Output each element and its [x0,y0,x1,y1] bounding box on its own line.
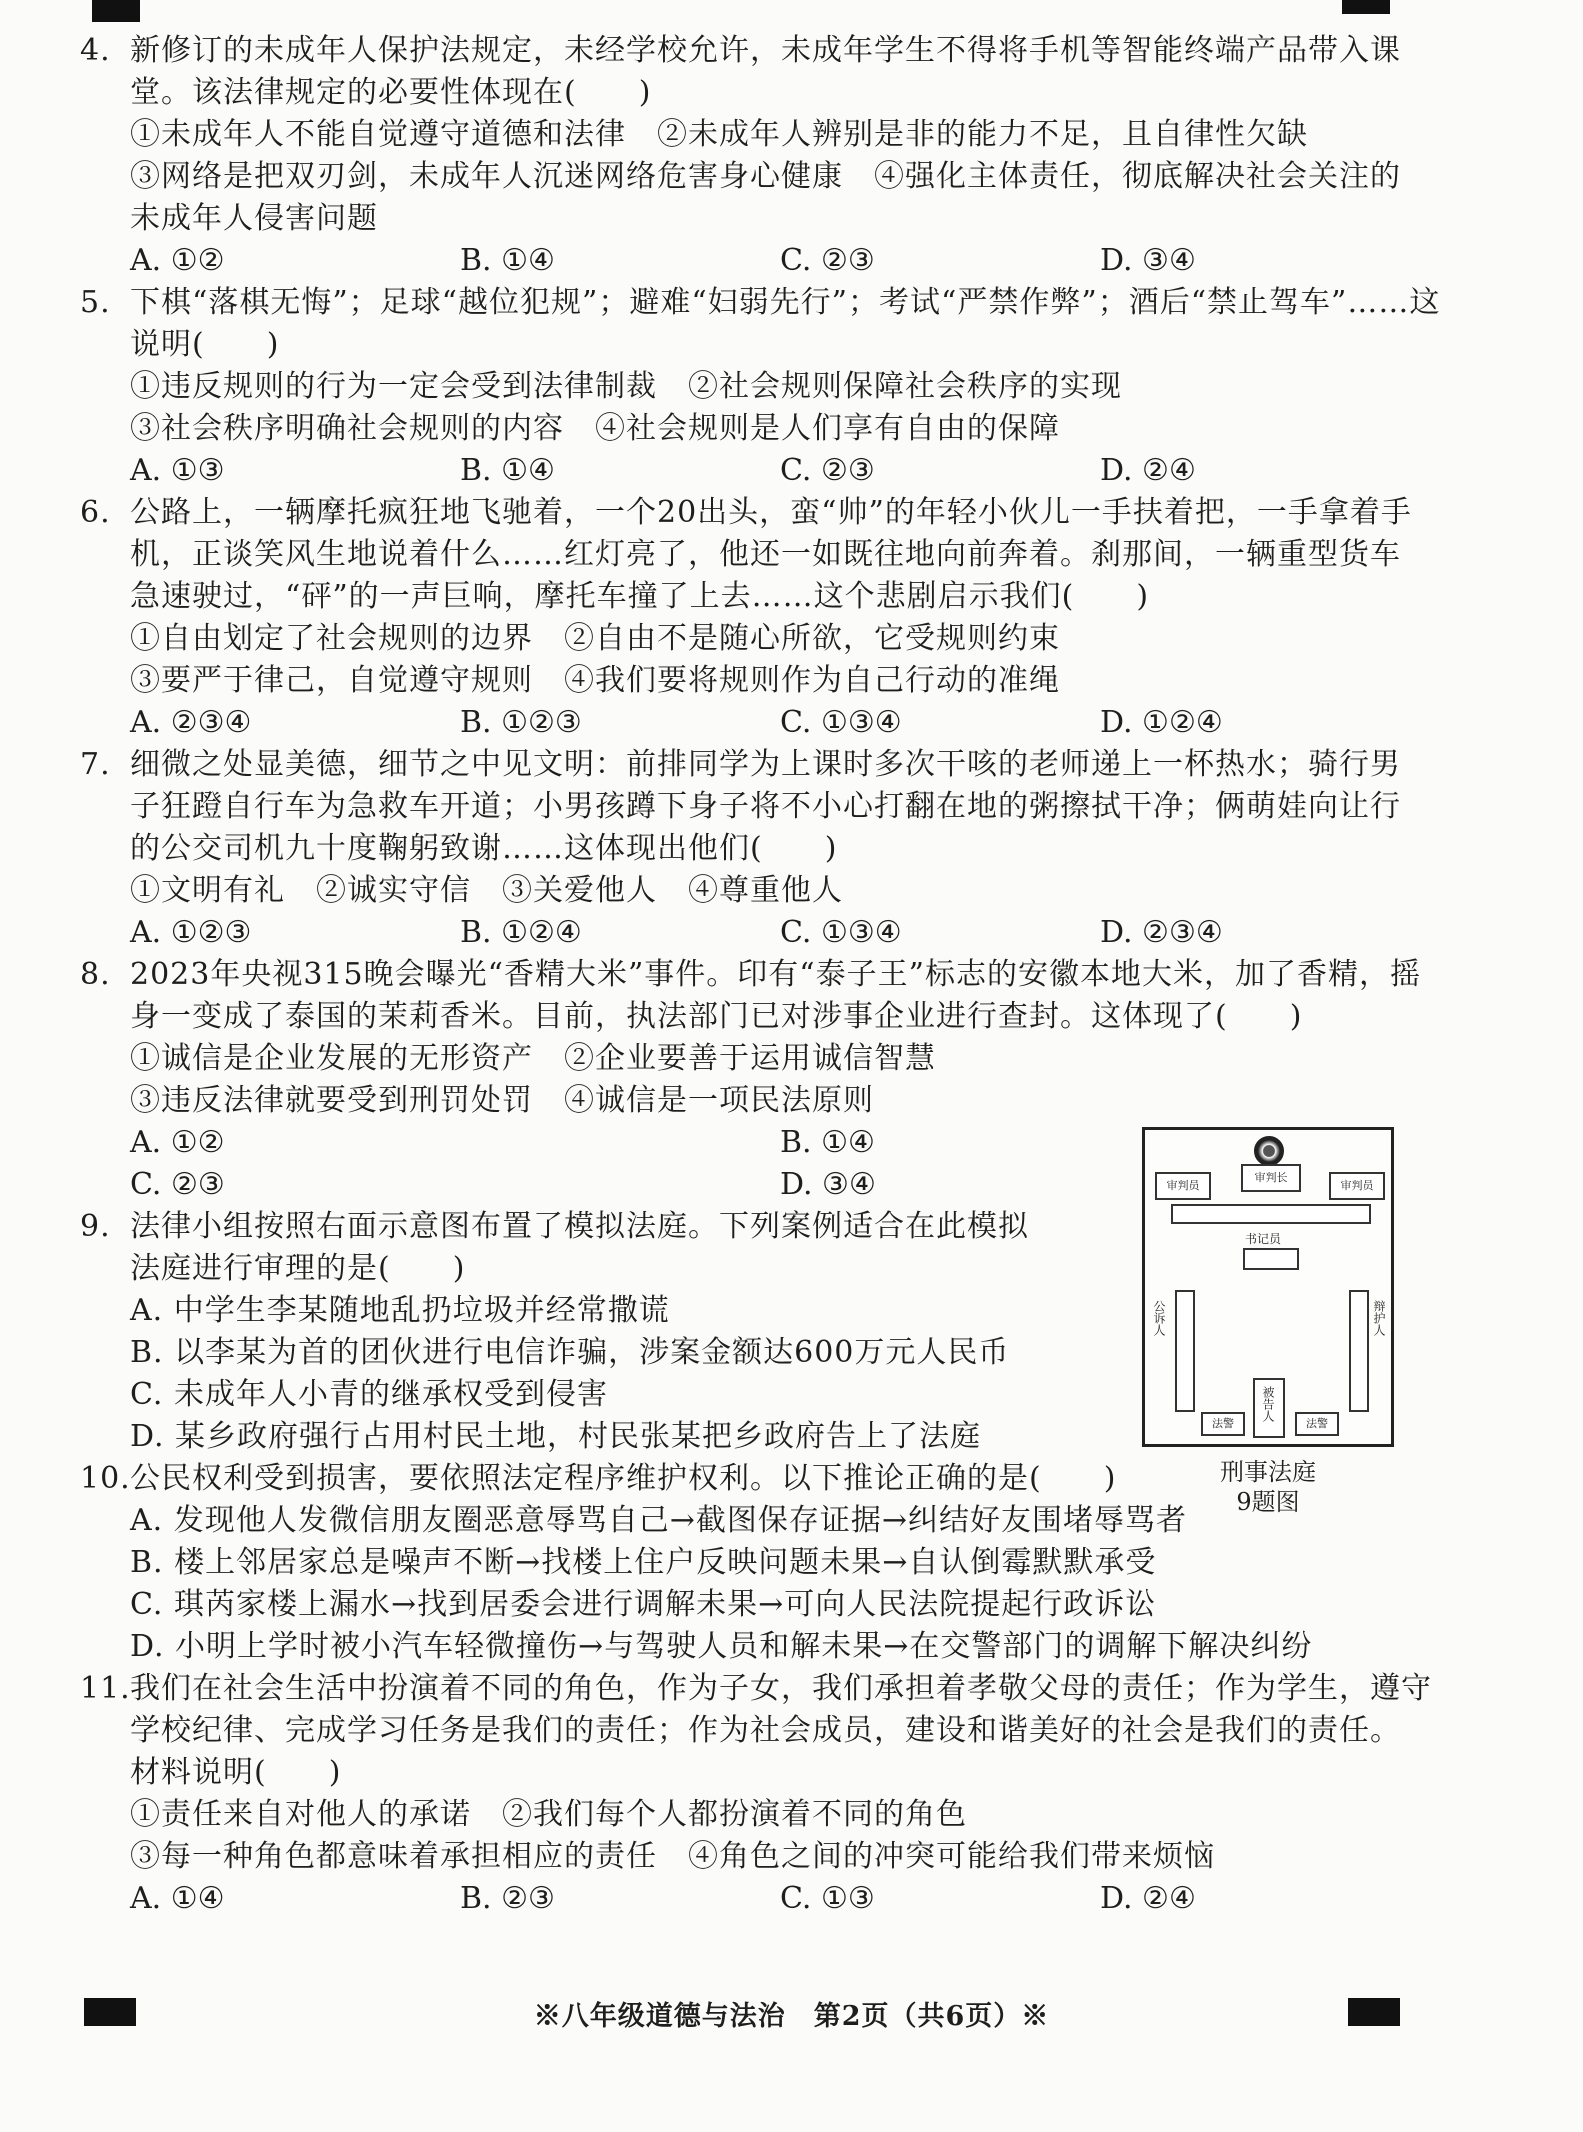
option-b[interactable]: B. ①②④ [460,915,582,950]
option-c[interactable]: C. ①③ [780,1881,875,1916]
choice-line: ①违反规则的行为一定会受到法律制裁 ②社会规则保障社会秩序的实现 [130,369,1122,404]
choice-line: ③社会秩序明确社会规则的内容 ④社会规则是人们享有自由的保障 [130,411,1060,446]
option-d[interactable]: D. ③④ [780,1167,876,1202]
national-emblem-icon [1254,1136,1284,1166]
diagram-caption-title: 刑事法庭 [1220,1458,1316,1486]
answer-options [80,240,1410,282]
question-stem-line: 急速驶过，“砰”的一声巨响，摩托车撞了上去……这个悲剧启示我们( ) [130,579,1150,614]
defender-desk [1349,1290,1369,1412]
registration-mark-top-left [92,0,140,22]
choice-line: ③违反法律就要受到刑罚处罚 ④诚信是一项民法原则 [130,1083,874,1118]
question-stem-line: 子狂蹬自行车为急救车开道；小男孩蹲下身子将不小心打翻在地的粥擦拭干净；俩萌娃向让行 [130,789,1401,824]
choice-line: ③要严于律己，自觉遵守规则 ④我们要将规则作为自己行动的准绳 [130,663,1060,698]
prosecutor-desk [1175,1290,1195,1412]
question-7 [80,744,1410,954]
option-d[interactable]: D. ①②④ [1100,705,1223,740]
option-c[interactable]: C. ②③ [780,453,875,488]
choice-line: ①自由划定了社会规则的边界 ②自由不是随心所欲，它受规则约束 [130,621,1060,656]
clerk-label: 书记员 [1245,1232,1282,1246]
question-stem-line: 新修订的未成年人保护法规定，未经学校允许，未成年学生不得将手机等智能终端产品带入课 [130,33,1401,68]
option-c[interactable]: C. ②③ [130,1167,225,1202]
option-c[interactable]: C. 琪芮家楼上漏水→找到居委会进行调解未果→可向人民法院提起行政诉讼 [130,1587,1157,1622]
clerk-desk [1243,1248,1299,1270]
answer-options [80,450,1410,492]
option-d[interactable]: D. ②④ [1100,453,1196,488]
question-stem-line: 材料说明( ) [130,1755,342,1790]
option-d[interactable]: D. 某乡政府强行占用村民土地，村民张某把乡政府告上了法庭 [130,1419,982,1454]
registration-mark-top-right [1342,0,1390,14]
answer-options [80,1878,1410,1920]
choice-line: ③每一种角色都意味着承担相应的责任 ④角色之间的冲突可能给我们带来烦恼 [130,1839,1215,1874]
choice-line: 未成年人侵害问题 [130,201,378,236]
option-a[interactable]: A. ①② [130,243,225,278]
option-d[interactable]: D. ②④ [1100,1881,1196,1916]
option-b[interactable]: B. 以李某为首的团伙进行电信诈骗，涉案金额达600万元人民币 [130,1335,1010,1370]
option-c[interactable]: C. ②③ [780,243,875,278]
choice-line: ①诚信是企业发展的无形资产 ②企业要善于运用诚信智慧 [130,1041,936,1076]
question-6 [80,492,1410,744]
question-stem-line: 法庭进行审理的是( ) [130,1251,466,1286]
defendant-label: 被告人 [1261,1386,1275,1422]
question-stem-line: 2023年央视315晚会曝光“香精大米”事件。印有“泰子王”标志的安徽本地大米，加了香精，摇 [130,957,1421,992]
bailiff-right-seat: 法警 [1295,1412,1339,1436]
option-a[interactable]: A. 中学生李某随地乱扔垃圾并经常撒谎 [130,1293,670,1328]
question-stem-line: 公民权利受到损害，要依照法定程序维护权利。以下推论正确的是( ) [130,1461,1117,1496]
question-stem-line: 堂。该法律规定的必要性体现在( ) [130,75,652,110]
prosecutor-label: 公诉人 [1152,1300,1166,1336]
question-stem-line: 下棋“落棋无悔”；足球“越位犯规”；避难“妇弱先行”；考试“严禁作弊”；酒后“禁止驾车”……这 [130,285,1441,320]
option-c[interactable]: C. 未成年人小青的继承权受到侵害 [130,1377,608,1412]
question-stem-line: 的公交司机九十度鞠躬致谢……这体现出他们( ) [130,831,838,866]
option-a[interactable]: A. ①④ [130,1881,225,1916]
judge-bench [1171,1204,1371,1224]
option-a[interactable]: A. ①② [130,1125,225,1160]
option-a[interactable]: A. ①③ [130,453,225,488]
question-5 [80,282,1441,492]
option-d[interactable]: D. 小明上学时被小汽车轻微撞伤→与驾驶人员和解未果→在交警部门的调解下解决纠纷 [130,1629,1313,1664]
diagram-caption-sub: 9题图 [1236,1488,1300,1516]
question-number: 5. [80,285,111,320]
option-b[interactable]: B. ①④ [460,453,555,488]
question-stem-line: 法律小组按照右面示意图布置了模拟法庭。下列案例适合在此模拟 [130,1209,1029,1244]
question-number: 9. [80,1209,111,1244]
question-stem-line: 细微之处显美德，细节之中见文明：前排同学为上课时多次干咳的老师递上一杯热水；骑行男 [130,747,1401,782]
question-stem-line: 说明( ) [130,327,280,362]
question-page [80,30,1441,1920]
question-11 [80,1668,1432,1920]
question-number: 11. [80,1671,131,1706]
option-d[interactable]: D. ③④ [1100,243,1196,278]
question-stem-line: 我们在社会生活中扮演着不同的角色，作为子女，我们承担着孝敬父母的责任；作为学生，遵守 [130,1671,1432,1706]
chief-judge-seat: 审判长 [1241,1164,1301,1192]
option-b[interactable]: B. ①④ [460,243,555,278]
choice-line: ①文明有礼 ②诚实守信 ③关爱他人 ④尊重他人 [130,873,843,908]
option-c[interactable]: C. ①③④ [780,915,902,950]
choice-line: ③网络是把双刃剑，未成年人沉迷网络危害身心健康 ④强化主体责任，彻底解决社会关注的 [130,159,1401,194]
question-number: 8. [80,957,111,992]
option-a[interactable]: A. 发现他人发微信朋友圈恶意辱骂自己→截图保存证据→纠结好友围堵辱骂者 [130,1503,1188,1538]
option-d[interactable]: D. ②③④ [1100,915,1223,950]
option-a[interactable]: A. ②③④ [130,705,252,740]
defender-label: 辩护人 [1372,1300,1386,1336]
choice-line: ①未成年人不能自觉遵守道德和法律 ②未成年人辨别是非的能力不足，且自律性欠缺 [130,117,1308,152]
option-b[interactable]: B. 楼上邻居家总是噪声不断→找楼上住户反映问题未果→自认倒霉默默承受 [130,1545,1157,1580]
answer-options [80,702,1410,744]
question-number: 6. [80,495,111,530]
question-4 [80,30,1410,282]
question-stem-line: 身一变成了泰国的茉莉香米。目前，执法部门已对涉事企业进行查封。这体现了( ) [130,999,1303,1034]
question-stem-line: 机，正谈笑风生地说着什么……红灯亮了，他还一如既往地向前奔着。刹那间，一辆重型货车 [130,537,1401,572]
bailiff-left-seat: 法警 [1201,1412,1245,1436]
judge-right-seat: 审判员 [1329,1172,1385,1200]
question-number: 4. [80,33,111,68]
question-number: 10. [80,1461,131,1496]
question-stem-line: 学校纪律、完成学习任务是我们的责任；作为社会成员，建设和谐美好的社会是我们的责任。 [130,1713,1401,1748]
judge-left-seat: 审判员 [1155,1172,1211,1200]
option-a[interactable]: A. ①②③ [130,915,252,950]
option-b[interactable]: B. ①②③ [460,705,582,740]
option-b[interactable]: B. ①④ [780,1125,875,1160]
question-stem-line: 公路上，一辆摩托疯狂地飞驰着，一个20出头，蛮“帅”的年轻小伙儿一手扶着把，一手拿着手 [130,495,1412,530]
option-b[interactable]: B. ②③ [460,1881,555,1916]
page-footer: ※八年级道德与法治 第2页（共6页）※ [533,2001,1050,2032]
question-number: 7. [80,747,111,782]
answer-options [80,912,1410,954]
choice-line: ①责任来自对他人的承诺 ②我们每个人都扮演着不同的角色 [130,1797,967,1832]
courtroom-diagram [1142,1127,1394,1447]
option-c[interactable]: C. ①③④ [780,705,902,740]
